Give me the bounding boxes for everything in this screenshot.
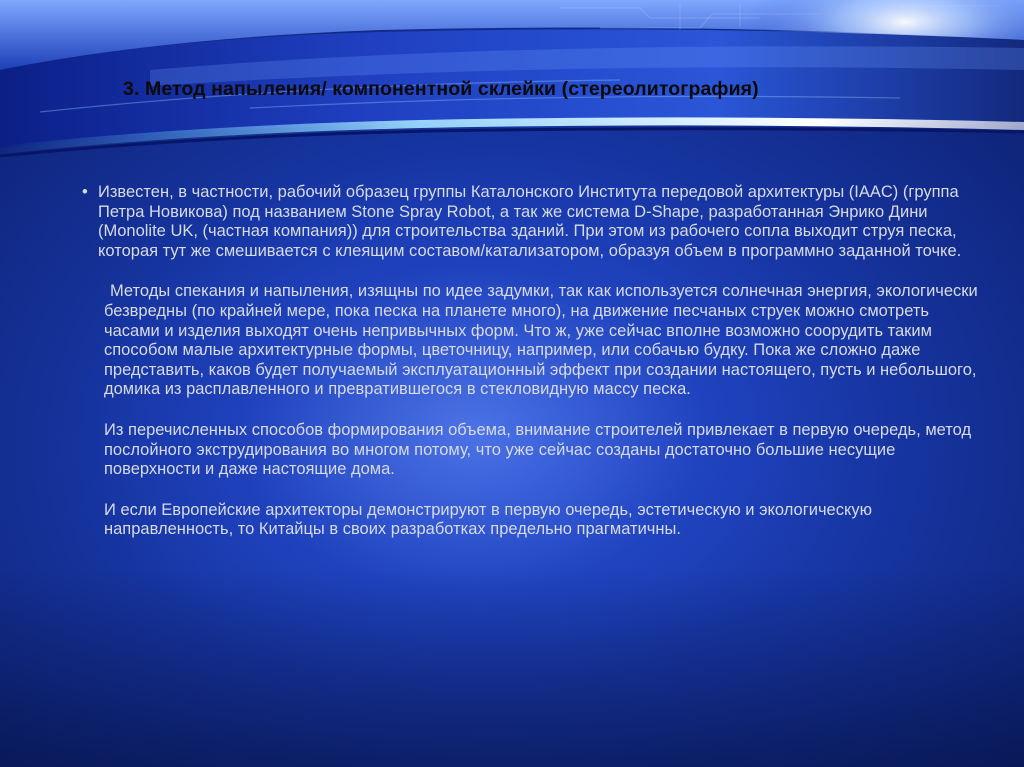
paragraph-1: Известен, в частности, рабочий образец группы Каталонского Института передовой архитектуры (IAAC) (группа Петра Новикова) под названием Stone Spray Robot, а так же система D-Shape, разработанная Энрико Дини (Monolite UK, (частная компания)) для строительства зданий. При этом из рабочего сопла выходит струя песка, которая тут же смешивается с клеящим составом/катализатором, образуя объем в программно заданной точке. [98, 183, 962, 260]
bottom-vignette [0, 567, 1024, 767]
paragraph-2: Методы спекания и напыления, изящны по идее задумки, так как используется солнечная энергия, экологически безвредны (по крайней мере, пока песка на планете много), на движение песчаных струек можно смотреть часами и изделия выходят очень непривычных форм. Что ж, уже сейчас вполне возможно соорудить таким способом малые архитектурные формы, цветочницу, например, или собачью будку. Пока же сложно даже представить, каков будет получаемый эксплуатационный эффект при создании настоящего, пусть и небольшого, домика из расплавленного и превратившегося в стекловидную массу песка. [104, 282, 978, 399]
bullet-list-item [82, 183, 982, 540]
bullet-icon: • [82, 183, 88, 201]
slide-title: 3. Метод напыления/ компонентной склейки (стереолитография) [123, 78, 759, 100]
paragraph-3: Из перечисленных способов формирования объема, внимание строителей привлекает в первую очередь, метод послойного экструдирования во многом потому, что уже сейчас созданы достаточно большие несущие поверхности и даже настоящие дома. [104, 420, 972, 479]
slide-body [82, 183, 982, 561]
paragraph-4: И если Европейские архитекторы демонстрируют в первую очередь, эстетическую и экологическую направленность, то Китайцы в своих разработках предельно прагматичны. [104, 500, 872, 539]
